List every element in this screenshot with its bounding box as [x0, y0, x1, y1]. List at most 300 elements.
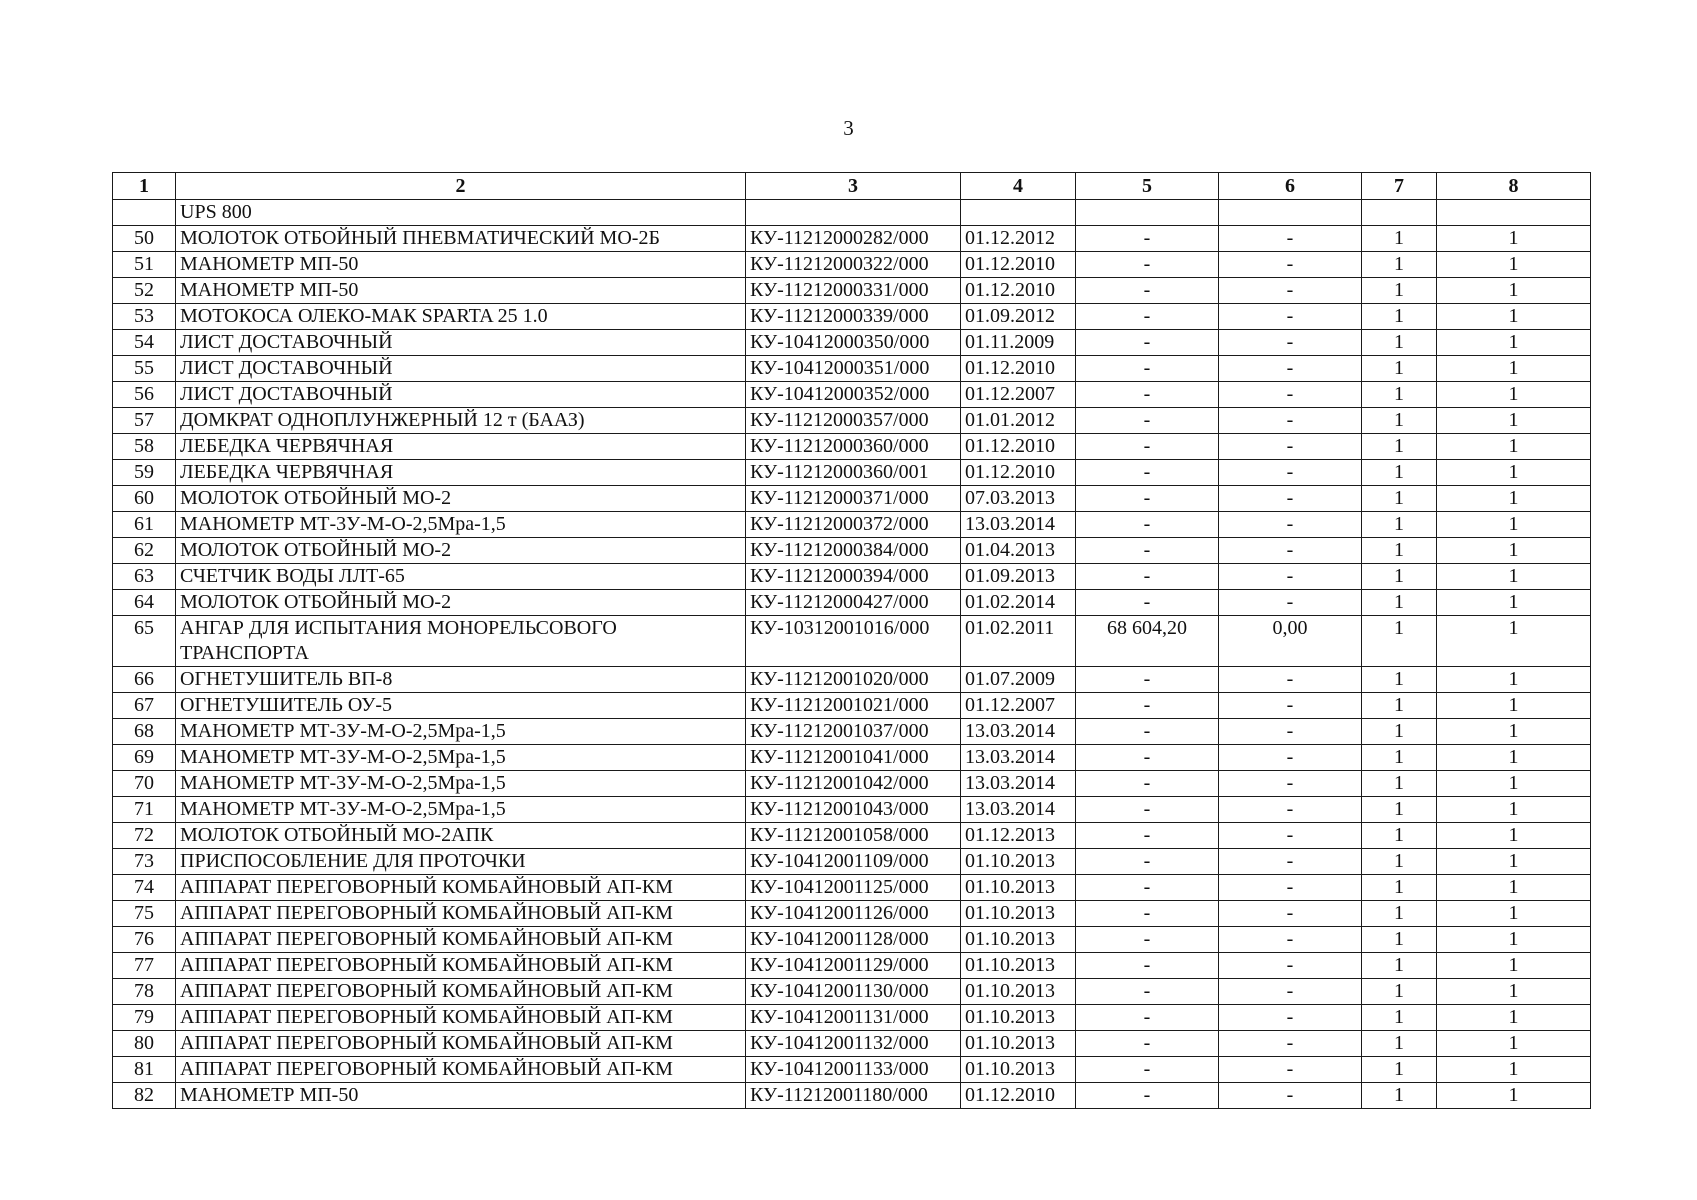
date-cell: 01.12.2007	[961, 693, 1076, 719]
value-col6: -	[1219, 927, 1362, 953]
qty-col8: 1	[1437, 460, 1591, 486]
item-name: МАНОМЕТР МП-50	[176, 252, 746, 278]
row-number: 73	[113, 849, 176, 875]
value-col6: -	[1219, 460, 1362, 486]
value-col5: -	[1076, 356, 1219, 382]
item-name: МОЛОТОК ОТБОЙНЫЙ МО-2	[176, 538, 746, 564]
table-row	[113, 616, 1591, 667]
date-cell: 01.10.2013	[961, 1057, 1076, 1083]
qty-col7: 1	[1362, 590, 1437, 616]
value-col6: -	[1219, 667, 1362, 693]
value-col5: -	[1076, 1057, 1219, 1083]
qty-col8: 1	[1437, 590, 1591, 616]
item-name: МОЛОТОК ОТБОЙНЫЙ МО-2	[176, 486, 746, 512]
table-row	[113, 278, 1591, 304]
item-name: ОГНЕТУШИТЕЛЬ ВП-8	[176, 667, 746, 693]
value-col6: -	[1219, 771, 1362, 797]
item-name: СЧЕТЧИК ВОДЫ ЛЛТ-65	[176, 564, 746, 590]
value-col5: -	[1076, 1031, 1219, 1057]
item-name: АППАРАТ ПЕРЕГОВОРНЫЙ КОМБАЙНОВЫЙ АП-КМ	[176, 1031, 746, 1057]
qty-col8: 1	[1437, 1083, 1591, 1109]
item-name: МОЛОТОК ОТБОЙНЫЙ ПНЕВМАТИЧЕСКИЙ МО-2Б	[176, 226, 746, 252]
qty-col8: 1	[1437, 667, 1591, 693]
column-header: 8	[1437, 173, 1591, 200]
value-col5: -	[1076, 252, 1219, 278]
row-number: 68	[113, 719, 176, 745]
row-number	[113, 200, 176, 226]
value-col6: -	[1219, 719, 1362, 745]
value-col6: -	[1219, 797, 1362, 823]
inventory-number: КУ-10412001133/000	[746, 1057, 961, 1083]
inventory-number: КУ-11212000360/001	[746, 460, 961, 486]
inventory-number: КУ-11212001037/000	[746, 719, 961, 745]
column-header: 7	[1362, 173, 1437, 200]
qty-col8: 1	[1437, 1057, 1591, 1083]
row-number: 61	[113, 512, 176, 538]
header-row	[113, 173, 1591, 200]
item-name: АНГАР ДЛЯ ИСПЫТАНИЯ МОНОРЕЛЬСОВОГО ТРАНСПОРТА	[176, 616, 746, 667]
value-col5: -	[1076, 667, 1219, 693]
qty-col8: 1	[1437, 512, 1591, 538]
column-header: 6	[1219, 173, 1362, 200]
qty-col8: 1	[1437, 304, 1591, 330]
qty-col7: 1	[1362, 330, 1437, 356]
value-col5: -	[1076, 564, 1219, 590]
date-cell: 01.10.2013	[961, 875, 1076, 901]
value-col5: -	[1076, 927, 1219, 953]
value-col5: -	[1076, 460, 1219, 486]
value-col6: -	[1219, 356, 1362, 382]
qty-col8: 1	[1437, 1031, 1591, 1057]
item-name: МАНОМЕТР МП-50	[176, 278, 746, 304]
table-row	[113, 226, 1591, 252]
item-name: МАНОМЕТР МТ-3У-М-О-2,5Мра-1,5	[176, 512, 746, 538]
row-number: 58	[113, 434, 176, 460]
row-number: 52	[113, 278, 176, 304]
qty-col8: 1	[1437, 226, 1591, 252]
qty-col8: 1	[1437, 771, 1591, 797]
date-cell: 01.12.2010	[961, 460, 1076, 486]
value-col5: -	[1076, 304, 1219, 330]
inventory-number: КУ-10412001131/000	[746, 1005, 961, 1031]
item-name: АППАРАТ ПЕРЕГОВОРНЫЙ КОМБАЙНОВЫЙ АП-КМ	[176, 927, 746, 953]
qty-col7: 1	[1362, 512, 1437, 538]
inventory-number: КУ-11212000394/000	[746, 564, 961, 590]
qty-col8: 1	[1437, 953, 1591, 979]
qty-col8: 1	[1437, 823, 1591, 849]
date-cell: 01.10.2013	[961, 927, 1076, 953]
row-number: 81	[113, 1057, 176, 1083]
value-col6: -	[1219, 1083, 1362, 1109]
qty-col8: 1	[1437, 797, 1591, 823]
value-col5: -	[1076, 745, 1219, 771]
table-row	[113, 979, 1591, 1005]
date-cell: 07.03.2013	[961, 486, 1076, 512]
item-name: МАНОМЕТР МП-50	[176, 1083, 746, 1109]
qty-col7: 1	[1362, 849, 1437, 875]
qty-col8: 1	[1437, 927, 1591, 953]
value-col5: -	[1076, 538, 1219, 564]
qty-col8: 1	[1437, 408, 1591, 434]
date-cell: 01.09.2013	[961, 564, 1076, 590]
qty-col7	[1362, 200, 1437, 226]
table-row	[113, 538, 1591, 564]
date-cell: 01.02.2014	[961, 590, 1076, 616]
date-cell: 01.12.2012	[961, 226, 1076, 252]
qty-col7: 1	[1362, 278, 1437, 304]
inventory-number: КУ-11212000282/000	[746, 226, 961, 252]
row-number: 55	[113, 356, 176, 382]
column-header: 2	[176, 173, 746, 200]
table-row	[113, 823, 1591, 849]
table-row	[113, 719, 1591, 745]
value-col5: -	[1076, 875, 1219, 901]
table-row	[113, 356, 1591, 382]
table-row	[113, 797, 1591, 823]
qty-col8: 1	[1437, 979, 1591, 1005]
value-col6: -	[1219, 226, 1362, 252]
row-number: 62	[113, 538, 176, 564]
item-name: МАНОМЕТР МТ-3У-М-О-2,5Мра-1,5	[176, 719, 746, 745]
value-col5: -	[1076, 719, 1219, 745]
qty-col7: 1	[1362, 797, 1437, 823]
column-header: 5	[1076, 173, 1219, 200]
value-col5: -	[1076, 512, 1219, 538]
inventory-number: КУ-11212001020/000	[746, 667, 961, 693]
qty-col7: 1	[1362, 771, 1437, 797]
qty-col7: 1	[1362, 356, 1437, 382]
inventory-number: КУ-10412001109/000	[746, 849, 961, 875]
date-cell: 01.07.2009	[961, 667, 1076, 693]
qty-col7: 1	[1362, 693, 1437, 719]
value-col5: 68 604,20	[1076, 616, 1219, 667]
qty-col7: 1	[1362, 875, 1437, 901]
inventory-table	[112, 172, 1591, 1109]
qty-col7: 1	[1362, 460, 1437, 486]
qty-col8: 1	[1437, 745, 1591, 771]
table-row	[113, 1005, 1591, 1031]
date-cell: 01.09.2012	[961, 304, 1076, 330]
table-row	[113, 434, 1591, 460]
value-col5: -	[1076, 486, 1219, 512]
qty-col8: 1	[1437, 278, 1591, 304]
date-cell: 13.03.2014	[961, 771, 1076, 797]
inventory-number: КУ-11212001058/000	[746, 823, 961, 849]
qty-col7: 1	[1362, 901, 1437, 927]
inventory-number: КУ-10412000350/000	[746, 330, 961, 356]
qty-col7: 1	[1362, 1031, 1437, 1057]
date-cell: 01.10.2013	[961, 953, 1076, 979]
inventory-number	[746, 200, 961, 226]
value-col5: -	[1076, 1005, 1219, 1031]
qty-col7: 1	[1362, 434, 1437, 460]
date-cell: 01.12.2010	[961, 1083, 1076, 1109]
qty-col7: 1	[1362, 667, 1437, 693]
qty-col7: 1	[1362, 252, 1437, 278]
inventory-number: КУ-11212000322/000	[746, 252, 961, 278]
row-number: 79	[113, 1005, 176, 1031]
value-col5: -	[1076, 953, 1219, 979]
date-cell: 01.12.2010	[961, 434, 1076, 460]
qty-col7: 1	[1362, 979, 1437, 1005]
qty-col8: 1	[1437, 434, 1591, 460]
inventory-number: КУ-11212000427/000	[746, 590, 961, 616]
row-number: 66	[113, 667, 176, 693]
date-cell: 01.12.2010	[961, 356, 1076, 382]
inventory-number: КУ-10412001126/000	[746, 901, 961, 927]
value-col6: -	[1219, 1031, 1362, 1057]
value-col6: -	[1219, 693, 1362, 719]
row-number: 64	[113, 590, 176, 616]
table-row	[113, 460, 1591, 486]
value-col5: -	[1076, 771, 1219, 797]
value-col6: -	[1219, 953, 1362, 979]
row-number: 72	[113, 823, 176, 849]
qty-col7: 1	[1362, 382, 1437, 408]
table-row	[113, 512, 1591, 538]
value-col6: -	[1219, 408, 1362, 434]
qty-col8: 1	[1437, 538, 1591, 564]
date-cell: 01.01.2012	[961, 408, 1076, 434]
qty-col8: 1	[1437, 693, 1591, 719]
inventory-number: КУ-10412001130/000	[746, 979, 961, 1005]
inventory-number: КУ-11212001021/000	[746, 693, 961, 719]
qty-col8: 1	[1437, 382, 1591, 408]
row-number: 53	[113, 304, 176, 330]
inventory-number: КУ-11212000357/000	[746, 408, 961, 434]
date-cell: 01.10.2013	[961, 979, 1076, 1005]
qty-col8: 1	[1437, 875, 1591, 901]
value-col6: -	[1219, 252, 1362, 278]
item-name: МАНОМЕТР МТ-3У-М-О-2,5Мра-1,5	[176, 797, 746, 823]
inventory-number: КУ-11212000384/000	[746, 538, 961, 564]
value-col5: -	[1076, 693, 1219, 719]
item-name: МАНОМЕТР МТ-3У-М-О-2,5Мра-1,5	[176, 745, 746, 771]
column-header: 1	[113, 173, 176, 200]
row-number: 77	[113, 953, 176, 979]
table-row	[113, 486, 1591, 512]
table-row	[113, 408, 1591, 434]
inventory-number: КУ-11212000372/000	[746, 512, 961, 538]
date-cell: 13.03.2014	[961, 719, 1076, 745]
value-col6: 0,00	[1219, 616, 1362, 667]
value-col6: -	[1219, 434, 1362, 460]
row-number: 54	[113, 330, 176, 356]
row-number: 51	[113, 252, 176, 278]
value-col5: -	[1076, 1083, 1219, 1109]
table-row	[113, 1031, 1591, 1057]
table-row	[113, 382, 1591, 408]
inventory-number: КУ-11212001042/000	[746, 771, 961, 797]
value-col6: -	[1219, 330, 1362, 356]
qty-col8: 1	[1437, 1005, 1591, 1031]
qty-col7: 1	[1362, 486, 1437, 512]
item-name: МОЛОТОК ОТБОЙНЫЙ МО-2	[176, 590, 746, 616]
item-name: МАНОМЕТР МТ-3У-М-О-2,5Мра-1,5	[176, 771, 746, 797]
item-name: ЛЕБЕДКА ЧЕРВЯЧНАЯ	[176, 434, 746, 460]
table-row	[113, 590, 1591, 616]
qty-col8: 1	[1437, 719, 1591, 745]
date-cell: 13.03.2014	[961, 745, 1076, 771]
qty-col8: 1	[1437, 356, 1591, 382]
qty-col8	[1437, 200, 1591, 226]
row-number: 74	[113, 875, 176, 901]
date-cell: 01.10.2013	[961, 901, 1076, 927]
row-number: 69	[113, 745, 176, 771]
value-col5: -	[1076, 823, 1219, 849]
value-col6: -	[1219, 1057, 1362, 1083]
table-row	[113, 1057, 1591, 1083]
qty-col8: 1	[1437, 252, 1591, 278]
item-name: ОГНЕТУШИТЕЛЬ ОУ-5	[176, 693, 746, 719]
row-number: 76	[113, 927, 176, 953]
table-row	[113, 901, 1591, 927]
table-row	[113, 200, 1591, 226]
date-cell	[961, 200, 1076, 226]
item-name: ЛИСТ ДОСТАВОЧНЫЙ	[176, 330, 746, 356]
date-cell: 01.02.2011	[961, 616, 1076, 667]
date-cell: 01.12.2013	[961, 823, 1076, 849]
item-name: ЛИСТ ДОСТАВОЧНЫЙ	[176, 356, 746, 382]
qty-col7: 1	[1362, 226, 1437, 252]
item-name: АППАРАТ ПЕРЕГОВОРНЫЙ КОМБАЙНОВЫЙ АП-КМ	[176, 875, 746, 901]
value-col5: -	[1076, 434, 1219, 460]
row-number: 67	[113, 693, 176, 719]
date-cell: 01.12.2007	[961, 382, 1076, 408]
value-col5: -	[1076, 901, 1219, 927]
table-row	[113, 927, 1591, 953]
value-col5: -	[1076, 408, 1219, 434]
inventory-number: КУ-10412000351/000	[746, 356, 961, 382]
item-name: МОТОКОСА ОЛЕКО-МАК SPARTA 25 1.0	[176, 304, 746, 330]
qty-col8: 1	[1437, 849, 1591, 875]
item-name: АППАРАТ ПЕРЕГОВОРНЫЙ КОМБАЙНОВЫЙ АП-КМ	[176, 979, 746, 1005]
value-col6: -	[1219, 486, 1362, 512]
page-number: 3	[843, 116, 854, 140]
inventory-number: КУ-10412000352/000	[746, 382, 961, 408]
value-col6	[1219, 200, 1362, 226]
qty-col7: 1	[1362, 1057, 1437, 1083]
qty-col8: 1	[1437, 901, 1591, 927]
value-col6: -	[1219, 901, 1362, 927]
inventory-number: КУ-10412001129/000	[746, 953, 961, 979]
inventory-number: КУ-11212001180/000	[746, 1083, 961, 1109]
qty-col7: 1	[1362, 564, 1437, 590]
item-name: АППАРАТ ПЕРЕГОВОРНЫЙ КОМБАЙНОВЫЙ АП-КМ	[176, 901, 746, 927]
row-number: 80	[113, 1031, 176, 1057]
item-name: АППАРАТ ПЕРЕГОВОРНЫЙ КОМБАЙНОВЫЙ АП-КМ	[176, 953, 746, 979]
inventory-number: КУ-10312001016/000	[746, 616, 961, 667]
inventory-number: КУ-10412001128/000	[746, 927, 961, 953]
row-number: 57	[113, 408, 176, 434]
item-name: UPS 800	[176, 200, 746, 226]
row-number: 50	[113, 226, 176, 252]
value-col6: -	[1219, 1005, 1362, 1031]
inventory-number: КУ-11212000339/000	[746, 304, 961, 330]
row-number: 60	[113, 486, 176, 512]
value-col6: -	[1219, 278, 1362, 304]
value-col6: -	[1219, 512, 1362, 538]
value-col5: -	[1076, 382, 1219, 408]
row-number: 63	[113, 564, 176, 590]
qty-col7: 1	[1362, 408, 1437, 434]
value-col5: -	[1076, 278, 1219, 304]
inventory-number: КУ-11212000331/000	[746, 278, 961, 304]
table-row	[113, 667, 1591, 693]
value-col6: -	[1219, 823, 1362, 849]
row-number: 71	[113, 797, 176, 823]
row-number: 78	[113, 979, 176, 1005]
inventory-number: КУ-11212001043/000	[746, 797, 961, 823]
table-row	[113, 953, 1591, 979]
table-row	[113, 849, 1591, 875]
date-cell: 01.04.2013	[961, 538, 1076, 564]
inventory-number: КУ-10412001132/000	[746, 1031, 961, 1057]
value-col6: -	[1219, 538, 1362, 564]
value-col6: -	[1219, 875, 1362, 901]
table-row	[113, 304, 1591, 330]
date-cell: 01.12.2010	[961, 252, 1076, 278]
value-col6: -	[1219, 564, 1362, 590]
qty-col7: 1	[1362, 616, 1437, 667]
date-cell: 01.10.2013	[961, 849, 1076, 875]
value-col5: -	[1076, 330, 1219, 356]
qty-col7: 1	[1362, 927, 1437, 953]
qty-col7: 1	[1362, 1083, 1437, 1109]
qty-col7: 1	[1362, 304, 1437, 330]
item-name: ЛИСТ ДОСТАВОЧНЫЙ	[176, 382, 746, 408]
table-row	[113, 330, 1591, 356]
date-cell: 01.11.2009	[961, 330, 1076, 356]
value-col6: -	[1219, 590, 1362, 616]
qty-col7: 1	[1362, 823, 1437, 849]
qty-col7: 1	[1362, 745, 1437, 771]
row-number: 59	[113, 460, 176, 486]
value-col6: -	[1219, 304, 1362, 330]
qty-col8: 1	[1437, 616, 1591, 667]
column-header: 3	[746, 173, 961, 200]
table-row	[113, 693, 1591, 719]
inventory-number: КУ-11212000371/000	[746, 486, 961, 512]
value-col6: -	[1219, 382, 1362, 408]
value-col5: -	[1076, 979, 1219, 1005]
value-col5: -	[1076, 849, 1219, 875]
row-number: 82	[113, 1083, 176, 1109]
item-name: ПРИСПОСОБЛЕНИЕ ДЛЯ ПРОТОЧКИ	[176, 849, 746, 875]
date-cell: 01.10.2013	[961, 1005, 1076, 1031]
item-name: АППАРАТ ПЕРЕГОВОРНЫЙ КОМБАЙНОВЫЙ АП-КМ	[176, 1005, 746, 1031]
inventory-number: КУ-11212000360/000	[746, 434, 961, 460]
row-number: 70	[113, 771, 176, 797]
item-name: ЛЕБЕДКА ЧЕРВЯЧНАЯ	[176, 460, 746, 486]
value-col5	[1076, 200, 1219, 226]
inventory-number: КУ-11212001041/000	[746, 745, 961, 771]
qty-col8: 1	[1437, 564, 1591, 590]
qty-col8: 1	[1437, 486, 1591, 512]
date-cell: 01.10.2013	[961, 1031, 1076, 1057]
table-row	[113, 745, 1591, 771]
qty-col7: 1	[1362, 1005, 1437, 1031]
value-col6: -	[1219, 745, 1362, 771]
table-row	[113, 771, 1591, 797]
qty-col8: 1	[1437, 330, 1591, 356]
table-row	[113, 252, 1591, 278]
row-number: 75	[113, 901, 176, 927]
value-col5: -	[1076, 797, 1219, 823]
value-col5: -	[1076, 590, 1219, 616]
value-col6: -	[1219, 849, 1362, 875]
table-row	[113, 875, 1591, 901]
